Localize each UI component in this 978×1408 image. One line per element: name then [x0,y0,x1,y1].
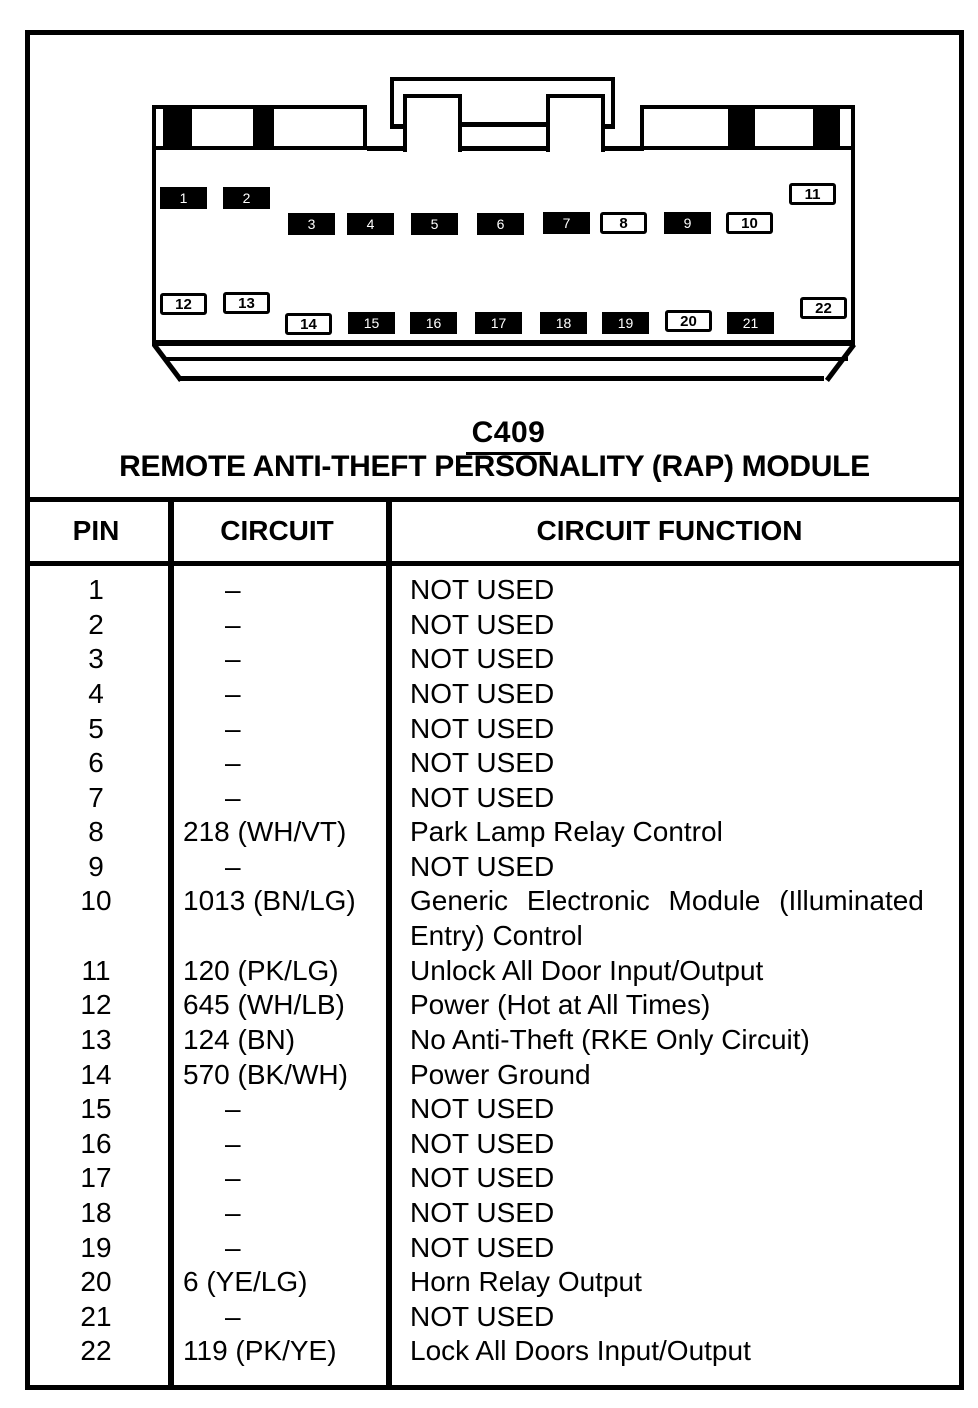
key-block [728,109,755,146]
circuit-cell: 1013 (BN/LG) [183,885,356,917]
function-cell: NOT USED [410,1093,555,1125]
pin-cell: 6 [88,747,104,779]
key-block [163,109,192,146]
pin-9: 9 [664,212,711,234]
key-block [813,109,840,146]
pin-cell: 3 [88,643,104,675]
circuit-cell: 124 (BN) [183,1024,296,1056]
table-row [30,1127,959,1162]
pin-12: 12 [160,293,207,315]
function-cell: NOT USED [410,643,555,675]
function-cell [392,884,959,953]
table-row [30,850,959,885]
pin-2: 2 [223,187,270,209]
base-mid-line [166,357,848,361]
base-slant-left [152,343,183,382]
function-cell: NOT USED [410,1162,555,1194]
table-row [30,1161,959,1196]
pin-cell: 15 [80,1093,112,1125]
pin-cell: 4 [88,678,104,710]
pin-16: 16 [410,312,457,334]
header-pin: PIN [72,515,120,546]
function-cell: Unlock All Door Input/Output [410,954,764,986]
circuit-cell: – [225,1300,241,1332]
pin-1: 1 [160,187,207,209]
table-row [30,815,959,850]
pin-cell: 5 [88,712,104,744]
function-cell: NOT USED [410,1127,555,1159]
pin-4: 4 [347,213,394,235]
pin-cell: 14 [80,1058,112,1090]
pin-cell: 10 [80,885,112,917]
table-row [30,1334,959,1369]
circuit-cell: – [225,747,241,779]
circuit-cell: 6 (YE/LG) [183,1266,308,1298]
page-title: REMOTE ANTI-THEFT PERSONALITY (RAP) MODULE [119,450,870,483]
header-circuit: CIRCUIT [220,515,334,546]
function-cell: NOT USED [410,1300,555,1332]
pin-18: 18 [540,312,587,334]
circuit-cell: 570 (BK/WH) [183,1058,348,1090]
body-right-edge [851,105,855,346]
pin-19: 19 [602,312,649,334]
pin-cell: 13 [80,1024,112,1056]
pin-cell: 2 [88,608,104,640]
function-cell: Horn Relay Output [410,1266,642,1298]
key-block [253,109,274,146]
pin-3: 3 [288,213,335,235]
pin-13: 13 [223,292,270,314]
pin-cell: 9 [88,851,104,883]
pin-15: 15 [348,312,395,334]
pin-20: 20 [665,310,712,332]
function-cell: NOT USED [410,1196,555,1228]
pin-cell: 20 [80,1266,112,1298]
table-header [30,501,959,561]
table-row [30,781,959,816]
circuit-cell: – [225,643,241,675]
function-cell: Power Ground [410,1058,591,1090]
circuit-cell: – [225,1093,241,1125]
body-left-edge [152,105,156,346]
circuit-cell: – [225,678,241,710]
circuit-cell: 218 (WH/VT) [183,816,347,848]
function-cell: Power (Hot at All Times) [410,989,711,1021]
circuit-cell: – [225,712,241,744]
pin-7: 7 [543,212,590,234]
function-cell: NOT USED [410,574,555,606]
circuit-cell: 120 (PK/LG) [183,954,339,986]
pin-8: 8 [600,212,647,234]
circuit-cell: – [225,608,241,640]
pin-cell: 21 [80,1300,112,1332]
function-cell: NOT USED [410,608,555,640]
pin-cell: 22 [80,1335,112,1367]
pin-14: 14 [285,313,332,335]
header-circuit-function: CIRCUIT FUNCTION [536,515,803,546]
circuit-cell: – [225,781,241,813]
circuit-cell: – [225,1127,241,1159]
circuit-cell: 645 (WH/LB) [183,989,345,1021]
pin-cell: 18 [80,1196,112,1228]
function-cell: Park Lamp Relay Control [410,816,723,848]
table-row [30,1092,959,1127]
page-border-frame [25,30,964,1390]
keyway-channel-right [546,94,605,152]
table-row [30,1299,959,1334]
pin-17: 17 [475,312,522,334]
table-row [30,711,959,746]
table-row [30,884,959,953]
pin-22: 22 [800,297,847,319]
table-row [30,1196,959,1231]
pin-6: 6 [477,213,524,235]
pinout-table-body [30,573,959,1369]
function-line-1: Generic Electronic Module (Illuminated [410,885,924,917]
function-cell: NOT USED [410,781,555,813]
table-row [30,1057,959,1092]
function-cell: NOT USED [410,678,555,710]
circuit-cell: – [225,851,241,883]
function-cell: NOT USED [410,1231,555,1263]
pin-10: 10 [726,212,773,234]
circuit-cell: – [225,1231,241,1263]
pin-cell: 16 [80,1127,112,1159]
table-row [30,573,959,608]
pin-cell: 12 [80,989,112,1021]
function-cell: Lock All Doors Input/Output [410,1335,751,1367]
circuit-cell: – [225,1196,241,1228]
keyway-channel-left [403,94,462,152]
circuit-cell: – [225,574,241,606]
table-row [30,1230,959,1265]
table-row [30,746,959,781]
connector-strip-left [152,105,367,150]
circuit-cell: 119 (PK/YE) [183,1335,337,1367]
pin-5: 5 [411,213,458,235]
function-line-2: Entry) Control [410,919,583,951]
table-row [30,608,959,643]
function-cell: NOT USED [410,851,555,883]
pin-11: 11 [789,183,836,205]
function-cell: NOT USED [410,747,555,779]
function-cell: No Anti-Theft (RKE Only Circuit) [410,1024,810,1056]
table-row [30,642,959,677]
pin-cell: 11 [81,954,111,986]
table-row [30,988,959,1023]
base-bottom-line [178,376,824,381]
base-slant-right [825,343,856,382]
pin-cell: 1 [88,574,104,606]
circuit-cell: – [225,1162,241,1194]
table-row [30,1265,959,1300]
table-row [30,677,959,712]
keyway-bridge-line [458,122,550,127]
pin-21: 21 [727,312,774,334]
connector-id: C409 [466,416,552,455]
pin-cell: 19 [80,1231,112,1263]
pin-cell: 17 [80,1162,112,1194]
body-bottom-edge [152,340,855,346]
pin-cell: 8 [88,816,104,848]
table-row [30,954,959,989]
table-row [30,1023,959,1058]
connector-strip-right [640,105,855,150]
pin-cell: 7 [88,781,104,813]
function-cell: NOT USED [410,712,555,744]
